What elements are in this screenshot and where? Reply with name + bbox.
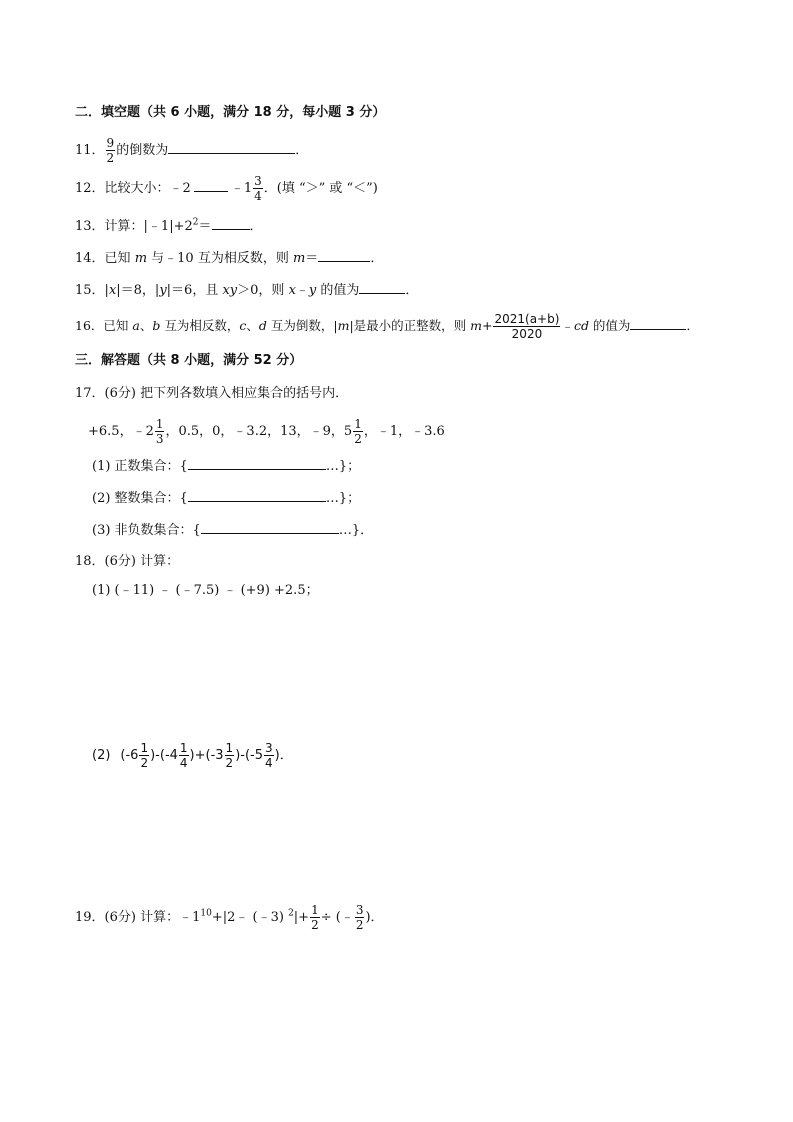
q16-vd: d — [258, 318, 267, 333]
q16-h: 的值为 — [588, 318, 631, 333]
q17-p2-tail: …}； — [325, 491, 361, 506]
q15-b: |＝8，| — [116, 283, 160, 298]
q15-x2: x — [288, 283, 296, 298]
q16-end: ． — [686, 318, 699, 333]
q18-stem: 18．(6分) 计算： — [75, 554, 180, 569]
q12-answer-blank[interactable] — [194, 178, 228, 192]
q11-frac-num: 9 — [106, 136, 115, 150]
question-15 — [75, 280, 418, 301]
q19-d: ÷ (﹣ — [320, 910, 354, 925]
q19-f1-den: 2 — [311, 918, 319, 932]
q19-exp-2: 2 — [288, 908, 294, 919]
q18-t2: )-(-4 — [150, 748, 178, 763]
q19-f2-den: 2 — [355, 918, 364, 932]
q19-b: +|2﹣ (﹣3) — [211, 910, 289, 925]
q16-fraction — [493, 313, 560, 340]
q11-frac-den: 2 — [106, 151, 115, 165]
q16-cd: cd — [573, 318, 589, 333]
question-16 — [75, 313, 699, 340]
q16-frac-den: 2020 — [511, 327, 543, 341]
q19-exp-1: 10 — [200, 908, 212, 919]
q18-f4-num: 3 — [264, 741, 273, 755]
q11-text: 的倒数为 — [116, 143, 169, 158]
q17-nums-a: +6.5，﹣2 — [88, 424, 154, 439]
q14-m2: m — [292, 251, 306, 266]
question-19 — [75, 904, 384, 931]
q15-e: ﹣ — [295, 283, 309, 298]
q12-frac-num: 3 — [254, 174, 262, 188]
q19-c: |+ — [293, 910, 310, 925]
q17-frac-2 — [353, 418, 363, 445]
question-13 — [75, 216, 263, 237]
q18-t5: )． — [274, 748, 293, 763]
q12-mid: ﹣1 — [230, 181, 253, 196]
q18-f3-den: 2 — [225, 756, 234, 770]
q16-a: 16．已知 — [75, 318, 133, 333]
q12-fraction — [253, 175, 263, 202]
section-3-title: 三．解答题（共 8 小题，满分 52 分） — [75, 353, 303, 368]
section-2-title: 二．填空题（共 6 小题，满分 18 分，每小题 3 分） — [75, 105, 386, 120]
q17-p1-blank[interactable] — [188, 456, 326, 470]
q17-stem: 17．(6分) 把下列各数填入相应集合的括号内． — [75, 386, 349, 401]
q18-part-1: (1) (﹣11) ﹣ (﹣7.5) ﹣ (+9) +2.5； — [92, 583, 319, 598]
q17-part-1 — [92, 456, 360, 477]
q15-y2: y — [308, 283, 317, 298]
q16-vm2: m — [470, 318, 482, 333]
q12-end: ．(填 “＞” 或 “＜”) — [263, 181, 378, 196]
q18-f1-den: 2 — [140, 756, 149, 770]
q13-answer-blank[interactable] — [212, 216, 250, 230]
q14-c: ＝ — [305, 251, 319, 266]
q18-p2-label: (2) — [92, 748, 111, 763]
q17-p3-label: (3) 非负数集合：{ — [92, 523, 201, 538]
q14-answer-blank[interactable] — [318, 248, 370, 262]
q13-stem: 13．计算：|﹣1|+2 — [75, 219, 193, 234]
q11-end: ． — [295, 143, 309, 158]
q16-vm: m — [337, 318, 350, 333]
q17-frac-1 — [155, 418, 165, 445]
q16-vc: c — [239, 318, 247, 333]
q15-answer-blank[interactable] — [359, 280, 405, 294]
q18-f4-den: 4 — [264, 756, 273, 770]
q13-exponent: 2 — [192, 217, 199, 228]
q18-t3: )+(-3 — [189, 748, 224, 763]
q19-e: )． — [365, 910, 384, 925]
q14-end: ． — [370, 251, 384, 266]
q17-p2-blank[interactable] — [188, 488, 326, 502]
q12-frac-den: 4 — [254, 189, 262, 203]
q19-f2-num: 3 — [355, 903, 364, 917]
q17-frac1-den: 3 — [155, 432, 164, 446]
q18-f1-num: 1 — [140, 741, 149, 755]
q13-eq: ＝ — [198, 219, 212, 234]
q15-d: ＞0，则 — [237, 283, 289, 298]
q18-t4: )-(-5 — [235, 748, 263, 763]
q17-frac1-num: 1 — [155, 417, 164, 431]
q16-answer-blank[interactable] — [630, 316, 686, 330]
q17-part-3 — [92, 520, 373, 541]
q18-frac-2 — [179, 742, 189, 769]
question-12 — [75, 175, 378, 202]
q15-a: 15．| — [75, 283, 109, 298]
question-14 — [75, 248, 383, 269]
q15-x1: x — [108, 283, 117, 298]
q17-p1-tail: …}； — [325, 459, 361, 474]
q17-p3-tail: …}． — [338, 523, 374, 538]
q13-end: ． — [249, 219, 263, 234]
q16-va: a — [132, 318, 140, 333]
q17-number-list — [88, 418, 445, 445]
question-11 — [75, 137, 308, 164]
q11-answer-blank[interactable] — [168, 140, 295, 154]
q17-p2-label: (2) 整数集合：{ — [92, 491, 188, 506]
q18-frac-3 — [225, 742, 235, 769]
q19-a: 19．(6分) 计算：﹣1 — [75, 910, 201, 925]
q15-xy: xy — [222, 283, 238, 298]
q18-frac-4 — [264, 742, 274, 769]
q18-part-2 — [92, 742, 293, 769]
q16-vb: b — [152, 318, 161, 333]
q18-f3-num: 1 — [225, 741, 234, 755]
q17-p3-blank[interactable] — [201, 520, 339, 534]
q16-d: 、 — [246, 318, 259, 333]
q19-frac-1 — [310, 904, 320, 931]
q18-frac-1 — [139, 742, 149, 769]
q16-frac-num: 2021(a+b) — [494, 312, 560, 326]
q17-nums-b: ，0.5，0，﹣3.2，13，﹣9，5 — [165, 424, 353, 439]
q14-a: 14．已知 — [75, 251, 135, 266]
q11-number: 11． — [75, 143, 105, 158]
q16-c: 互为相反数， — [160, 318, 240, 333]
q16-g: ﹣ — [561, 318, 574, 333]
q17-p1-label: (1) 正数集合：{ — [92, 459, 188, 474]
q16-e: 互为倒数，| — [266, 318, 338, 333]
q17-frac2-num: 1 — [354, 417, 362, 431]
q17-part-2 — [92, 488, 360, 509]
q17-nums-c: ，﹣1，﹣3.6 — [363, 424, 445, 439]
q11-fraction — [106, 137, 116, 164]
q15-c: |＝6，且 — [166, 283, 223, 298]
q16-f: |是最小的正整数，则 — [349, 318, 471, 333]
q18-f2-den: 4 — [179, 756, 188, 770]
q15-y1: y — [159, 283, 167, 298]
q19-frac-2 — [355, 904, 365, 931]
q18-f2-num: 1 — [179, 741, 188, 755]
q12-stem: 12．比较大小：﹣2 — [75, 181, 191, 196]
q19-f1-num: 1 — [311, 903, 319, 917]
q16-b: 、 — [139, 318, 153, 333]
q16-plus: + — [482, 318, 493, 333]
q18-t1: (-6 — [120, 748, 139, 763]
q17-frac2-den: 2 — [354, 432, 362, 446]
q15-f: 的值为 — [316, 283, 360, 298]
q15-end: ． — [405, 283, 419, 298]
q14-b: 与﹣10 互为相反数，则 — [147, 251, 293, 266]
q14-m1: m — [134, 251, 148, 266]
